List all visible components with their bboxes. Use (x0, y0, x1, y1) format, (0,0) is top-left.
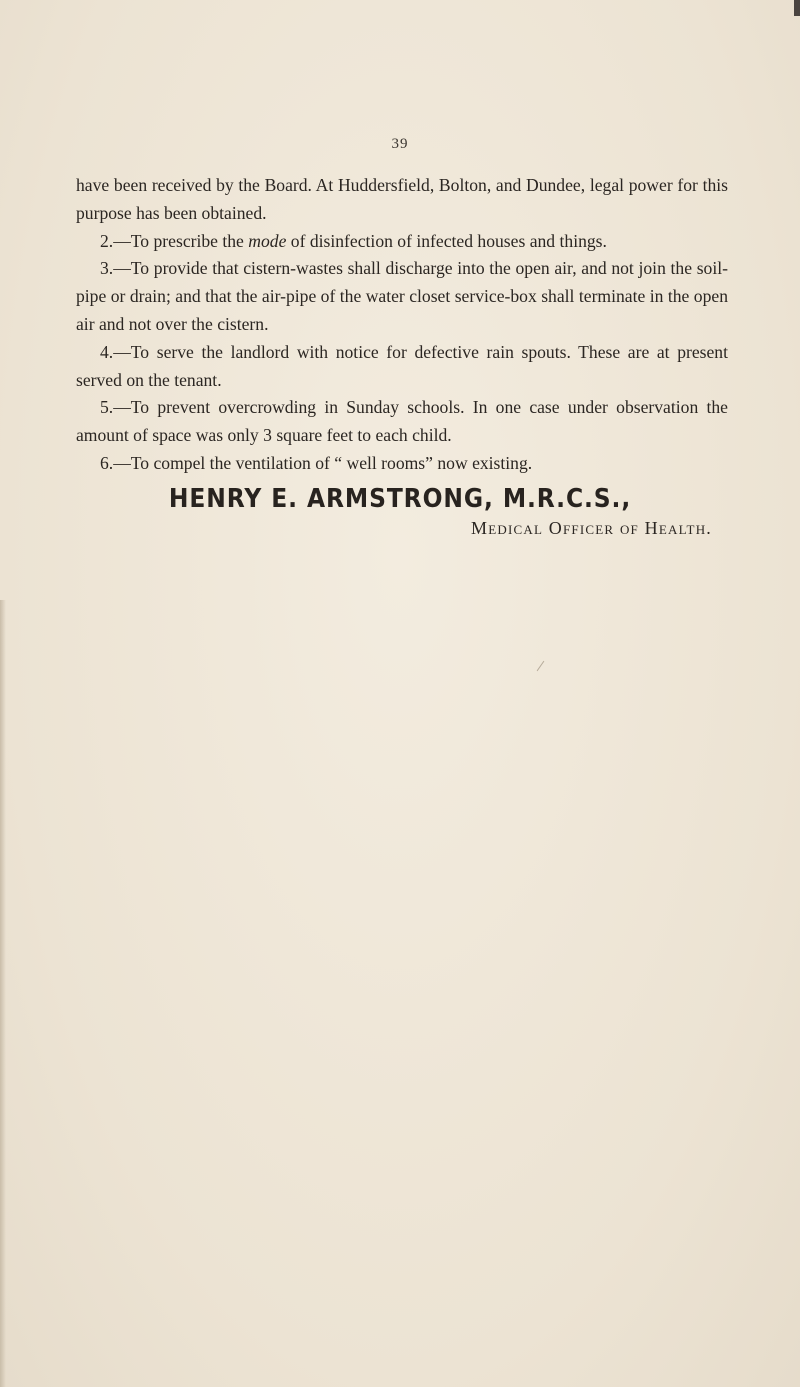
stray-mark (537, 661, 545, 671)
paragraph-item-2 (76, 228, 728, 256)
paragraph-item-5 (76, 394, 728, 450)
paragraph-item-3 (76, 255, 728, 338)
corner-mark (794, 0, 800, 16)
page-edge-shadow (0, 600, 6, 1387)
paragraph-continuation (76, 172, 728, 228)
paragraph-text: 6.—To compel the ventilation of “ well rooms” now existing. (100, 452, 533, 473)
paragraph-text: 4.—To serve the landlord with notice for defective rain spouts. These are at present served on the tenant. (76, 341, 728, 390)
paragraph-text: 3.—To provide that cistern-wastes shall discharge into the open air, and not join the soil-pipe or drain; and that the air-pipe of the water closet service-box shall terminate in the open air and not over the cistern. (76, 258, 728, 334)
paragraph-item-6 (76, 450, 728, 478)
paragraph-text: have been received by the Board. At Huddersfield, Bolton, and Dundee, legal power for this purpose has been obtained. (76, 175, 728, 223)
paragraph-text: of disinfection of infected houses and things. (286, 230, 607, 251)
page-number: 39 (391, 136, 409, 152)
body-text (76, 172, 728, 478)
paragraph-item-4 (76, 339, 728, 395)
emphasis-text: mode (248, 230, 287, 251)
signature-name: HENRY E. ARMSTRONG, M.R.C.S., (168, 484, 632, 514)
paragraph-text: 5.—To prevent overcrowding in Sunday schools. In one case under observation the amount of space was only 3 square feet to each child. (76, 397, 728, 446)
paragraph-text: 2.—To prescribe the (100, 230, 249, 251)
signature-title: Medical Officer of Health. (471, 518, 712, 538)
